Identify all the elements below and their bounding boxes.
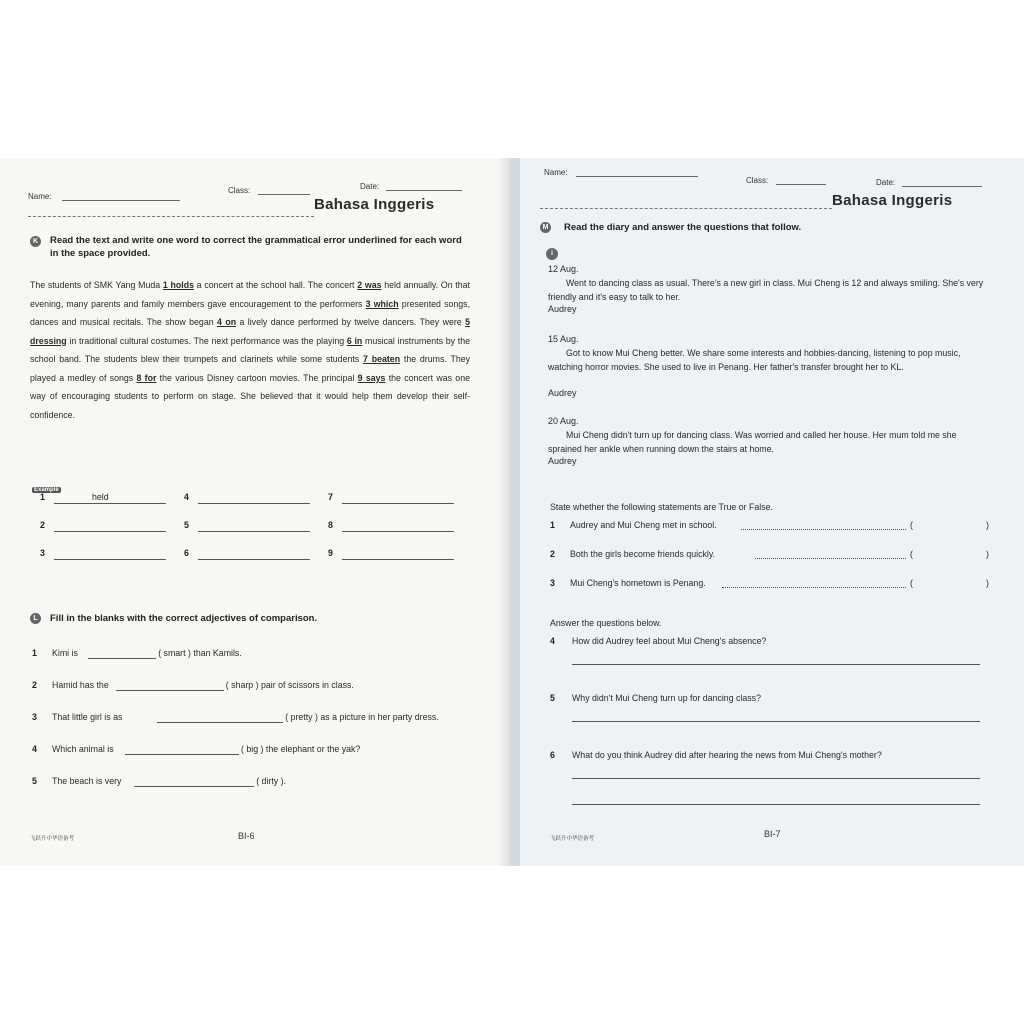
page-number: BI-7 (764, 829, 781, 839)
item-number: 1 (32, 648, 37, 658)
right-page (510, 158, 1024, 866)
answer-number: 6 (184, 548, 189, 558)
tf-paren-open: ( (910, 578, 913, 588)
item-number: 3 (32, 712, 37, 722)
item-blank[interactable] (134, 786, 254, 787)
tf-paren-open: ( (910, 520, 913, 530)
tf-paren-open: ( (910, 549, 913, 559)
passage-fragment: the drums. They played a medley of songs (30, 354, 470, 383)
answer-blank[interactable] (54, 531, 166, 532)
section-l-badge: L (30, 613, 41, 624)
tf-dotted-line (741, 529, 907, 530)
diary-date: 15 Aug. (548, 334, 579, 344)
diary-text: Got to know Mui Cheng better. We share some interests and hobbies-dancing, listening to pop music, watching horror movies. She used to live in Penang. Her father's transfer brought her to KL. (548, 348, 961, 372)
class-line (258, 194, 310, 195)
page-gutter-shadow (498, 158, 520, 866)
question-answer-line[interactable] (572, 664, 980, 665)
answer-number: 4 (184, 492, 189, 502)
diary-date: 12 Aug. (548, 264, 579, 274)
section-l-instruction: Fill in the blanks with the correct adjectives of comparison. (50, 613, 318, 624)
question-text: Why didn't Mui Cheng turn up for dancing class? (572, 693, 761, 703)
name-line (62, 200, 180, 201)
questions-instruction: Answer the questions below. (550, 618, 662, 628)
answer-blank[interactable] (54, 559, 166, 560)
answer-number: 5 (184, 520, 189, 530)
tf-paren-close: ) (986, 549, 989, 559)
passage-fragment: in traditional cultural costumes. The next performance was the playing (66, 335, 347, 346)
passage-fragment: a lively dance performed by twelve dancers. They were (236, 317, 466, 327)
item-blank[interactable] (88, 658, 156, 659)
publisher-mark: 飞跃升中华语备考 (550, 836, 595, 842)
header-rule (28, 216, 314, 217)
underlined-error: 9 says (357, 372, 386, 383)
answer-blank[interactable] (342, 503, 454, 504)
date-line (902, 186, 982, 187)
tf-answer-box[interactable] (918, 549, 982, 561)
subject-title: Bahasa Inggeris (314, 196, 435, 213)
passage-fragment: the various Disney cartoon movies. The principal (156, 372, 358, 383)
passage-fragment: The students of SMK Yang Muda (30, 280, 163, 290)
item-text-after: ( big ) the elephant or the yak? (241, 744, 361, 754)
answer-number: 9 (328, 548, 333, 558)
item-text-after: ( pretty ) as a picture in her party dress. (285, 712, 439, 722)
underlined-error: 1 holds (162, 280, 194, 290)
passage-fragment: held annually. On that evening, many parents and family members gave encouragement to the performers (30, 280, 470, 309)
name-label: Name: (28, 192, 52, 201)
section-m-instruction: Read the diary and answer the questions that follow. (564, 222, 802, 233)
tf-statement: Mui Cheng's hometown is Penang. (570, 578, 706, 588)
underlined-error: 5 dressing (30, 317, 470, 346)
underlined-error: 8 for (136, 372, 157, 383)
passage-text (30, 276, 470, 424)
underlined-error: 3 which (365, 298, 399, 309)
header-rule (540, 208, 832, 209)
item-text-after: ( dirty ). (256, 776, 286, 786)
tf-paren-close: ) (986, 578, 989, 588)
tf-answer-box[interactable] (918, 520, 982, 532)
class-label: Class: (228, 186, 251, 195)
subject-title: Bahasa Inggeris (832, 192, 953, 209)
tf-dotted-line (722, 587, 906, 588)
question-number: 6 (550, 750, 555, 760)
passage-fragment: musical instruments by the school band. The students blew their trumpets and clarinets while some students (30, 335, 470, 364)
answer-number: 8 (328, 520, 333, 530)
answer-blank[interactable] (342, 531, 454, 532)
name-line (576, 176, 698, 177)
tf-statement: Both the girls become friends quickly. (570, 549, 716, 559)
date-label: Date: (360, 182, 380, 191)
answer-value: held (92, 492, 109, 502)
item-blank[interactable] (157, 722, 283, 723)
underlined-error: 7 beaten (363, 354, 401, 364)
item-blank[interactable] (125, 754, 239, 755)
answer-blank[interactable] (342, 559, 454, 560)
item-text-before: Which animal is (52, 744, 114, 754)
section-k-instruction: Read the text and write one word to correct the grammatical error underlined for each word in the space provided. (50, 235, 462, 259)
diary-signature: Audrey (548, 388, 577, 398)
diary-signature: Audrey (548, 304, 577, 314)
item-text-before: That little girl is as (52, 712, 123, 722)
diary-signature: Audrey (548, 456, 577, 466)
item-text-after: ( sharp ) pair of scissors in class. (225, 680, 354, 690)
diary-date: 20 Aug. (548, 416, 579, 426)
tf-number: 2 (550, 549, 555, 559)
answer-blank[interactable] (198, 503, 310, 504)
passage-fragment: presented songs, dances and musical recitals. The show began (30, 298, 471, 327)
answer-number: 1 (40, 492, 45, 502)
section-k-badge: K (30, 236, 41, 247)
answer-number: 2 (40, 520, 45, 530)
diary-text: Went to dancing class as usual. There's a new girl in class. Mui Cheng is 12 and always smiling. She's very friendly and it's easy to talk to her. (548, 278, 984, 302)
publisher-mark: 飞跃升中华语备考 (30, 836, 75, 842)
item-number: 5 (32, 776, 37, 786)
date-label: Date: (876, 178, 896, 187)
underlined-error: 2 was (357, 280, 382, 290)
question-answer-line[interactable] (572, 804, 980, 805)
passage-fragment: the concert was one way of encouraging students to perform on stage. She believed that it would help them develop their self-confidence. (30, 372, 470, 420)
tf-number: 3 (550, 578, 555, 588)
question-number: 5 (550, 693, 555, 703)
class-line (776, 184, 826, 185)
answer-blank[interactable] (198, 559, 310, 560)
item-text-before: The beach is very (52, 776, 122, 786)
item-text-before: Kimi is (52, 648, 78, 658)
answer-number: 7 (328, 492, 333, 502)
section-m-badge: M (540, 222, 551, 233)
tf-instruction: State whether the following statements are True or False. (550, 502, 773, 512)
underlined-error: 6 in (346, 335, 363, 346)
date-line (386, 190, 462, 191)
tf-paren-close: ) (986, 520, 989, 530)
item-number: 4 (32, 744, 37, 754)
item-text-before: Hamid has the (52, 680, 109, 690)
question-text: What do you think Audrey did after hearing the news from Mui Cheng's mother? (572, 750, 882, 760)
passage-fragment: a concert at the school hall. The concert (193, 280, 358, 290)
diary-text: Mui Cheng didn't turn up for dancing class. Was worried and called her house. Her mum told me she sprained her ankle when running down the stairs at home. (548, 430, 957, 454)
item-number: 2 (32, 680, 37, 690)
item-text-after: ( smart ) than Kamils. (158, 648, 242, 658)
left-page (0, 158, 510, 866)
question-number: 4 (550, 636, 555, 646)
question-text: How did Audrey feel about Mui Cheng's absence? (572, 636, 767, 646)
class-label: Class: (746, 176, 769, 185)
workbook-spread (0, 158, 1024, 866)
tf-number: 1 (550, 520, 555, 530)
page-number: BI-6 (238, 831, 255, 841)
answer-blank[interactable] (198, 531, 310, 532)
subsection-badge: i (546, 248, 558, 260)
name-label: Name: (544, 168, 568, 177)
answer-blank[interactable] (54, 503, 166, 504)
tf-dotted-line (755, 558, 906, 559)
item-blank[interactable] (116, 690, 224, 691)
question-answer-line[interactable] (572, 721, 980, 722)
tf-statement: Audrey and Mui Cheng met in school. (570, 520, 717, 530)
answer-number: 3 (40, 548, 45, 558)
example-tag: Example (34, 487, 59, 493)
underlined-error: 4 on (217, 317, 237, 327)
question-answer-line[interactable] (572, 778, 980, 779)
tf-answer-box[interactable] (918, 578, 982, 590)
